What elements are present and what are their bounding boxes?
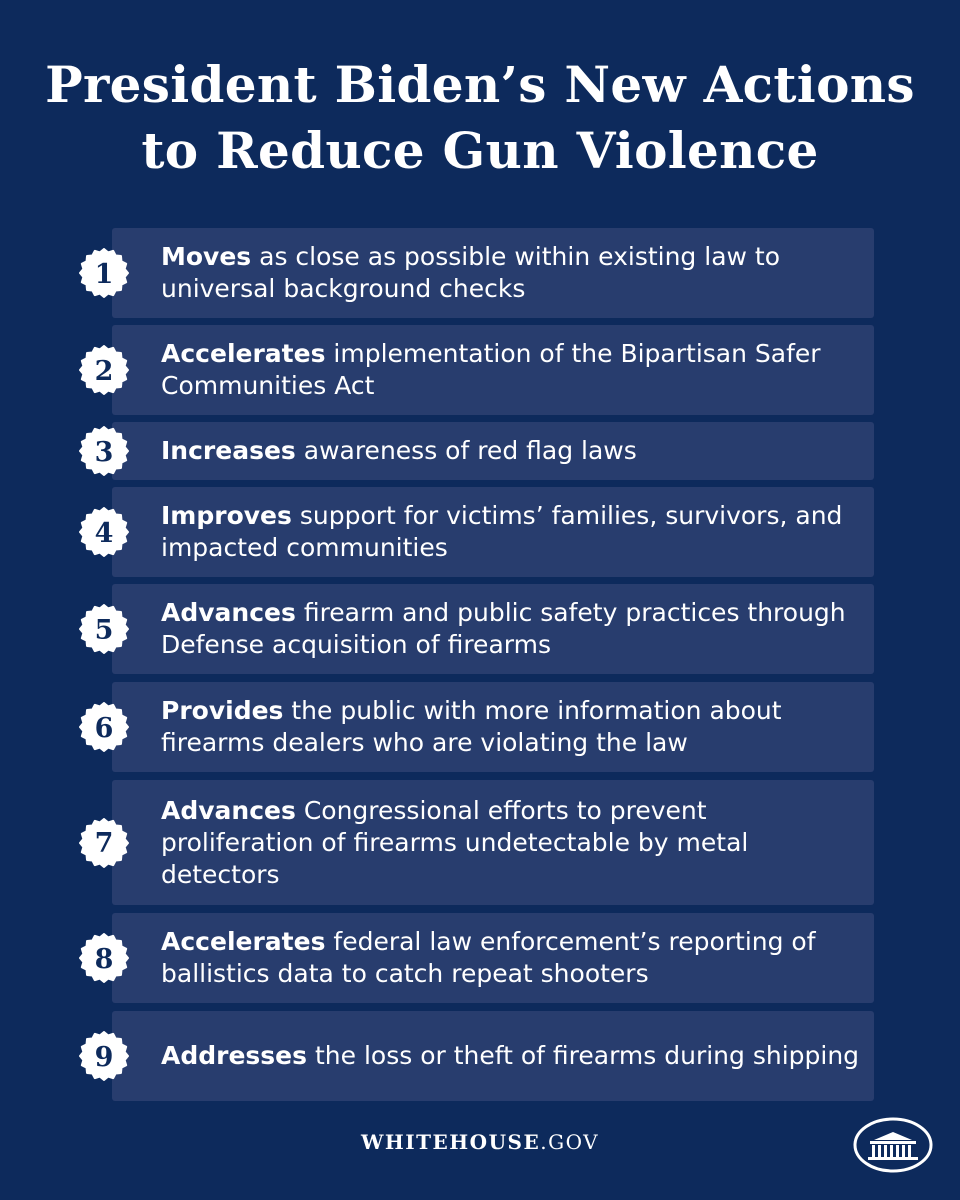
item-text bbox=[161, 597, 860, 661]
item-text bbox=[161, 338, 860, 402]
item-verb: Advances bbox=[161, 795, 296, 825]
item-number: 8 bbox=[94, 943, 114, 975]
item-verb: Improves bbox=[161, 501, 292, 530]
list-item bbox=[94, 780, 874, 905]
item-number: 7 bbox=[94, 828, 114, 859]
item-text bbox=[161, 926, 860, 990]
item-description: awareness of red flag laws bbox=[295, 436, 637, 465]
item-description: support for victims’ families, survivors, and impacted communities bbox=[161, 501, 843, 562]
list-item bbox=[94, 1011, 874, 1101]
number-badge-icon bbox=[79, 345, 129, 395]
item-description: firearm and public safety practices through Defense acquisition of firearms bbox=[161, 598, 846, 659]
number-badge-icon bbox=[79, 507, 129, 557]
item-text bbox=[161, 500, 860, 564]
title-line-2: to Reduce Gun Violence bbox=[141, 121, 819, 180]
list-item bbox=[94, 487, 874, 577]
footer-site-link[interactable] bbox=[0, 1130, 960, 1154]
number-badge-icon bbox=[79, 604, 129, 654]
title-line-1: President Biden’s New Actions bbox=[45, 55, 915, 114]
number-badge-icon bbox=[79, 818, 129, 868]
item-text bbox=[161, 435, 637, 467]
item-verb: Moves bbox=[161, 242, 252, 271]
list-item bbox=[94, 422, 874, 480]
item-text bbox=[161, 795, 860, 891]
item-number: 1 bbox=[94, 258, 114, 290]
item-text bbox=[161, 1040, 859, 1072]
item-verb: Provides bbox=[161, 696, 284, 725]
item-text bbox=[161, 695, 860, 759]
item-number: 3 bbox=[94, 436, 114, 468]
item-number: 5 bbox=[94, 614, 114, 646]
site-name: WHITEHOUSE bbox=[360, 1130, 541, 1154]
item-description: the loss or theft of firearms during shipping bbox=[307, 1041, 860, 1070]
item-verb: Accelerates bbox=[161, 339, 326, 368]
item-number: 9 bbox=[94, 1041, 114, 1073]
number-badge-icon bbox=[79, 426, 129, 476]
item-description: as close as possible within existing law to universal background checks bbox=[161, 242, 781, 303]
white-house-logo-icon bbox=[852, 1116, 934, 1174]
item-description: federal law enforcement’s reporting of ballistics data to catch repeat shooters bbox=[161, 927, 816, 988]
item-verb: Advances bbox=[161, 598, 296, 627]
number-badge-icon bbox=[79, 248, 129, 298]
number-badge-icon bbox=[79, 1031, 129, 1081]
item-description: the public with more information about firearms dealers who are violating the law bbox=[161, 696, 782, 757]
list-item bbox=[94, 584, 874, 674]
list-item bbox=[94, 325, 874, 415]
list-item bbox=[94, 682, 874, 772]
item-verb: Addresses bbox=[161, 1041, 308, 1070]
item-description: implementation of the Bipartisan Safer Communities Act bbox=[161, 339, 821, 400]
item-text bbox=[161, 241, 860, 305]
item-verb: Increases bbox=[161, 436, 296, 465]
number-badge-icon bbox=[79, 702, 129, 752]
item-description: Congressional efforts to prevent proliferation of firearms undetectable by metal detectors bbox=[161, 795, 749, 889]
list-item bbox=[94, 228, 874, 318]
item-number: 6 bbox=[94, 712, 114, 744]
site-tld: .GOV bbox=[540, 1130, 600, 1154]
item-verb: Accelerates bbox=[161, 927, 326, 956]
number-badge-icon bbox=[79, 933, 129, 983]
list-item bbox=[94, 913, 874, 1003]
item-number: 4 bbox=[94, 517, 114, 549]
item-number: 2 bbox=[94, 355, 114, 387]
